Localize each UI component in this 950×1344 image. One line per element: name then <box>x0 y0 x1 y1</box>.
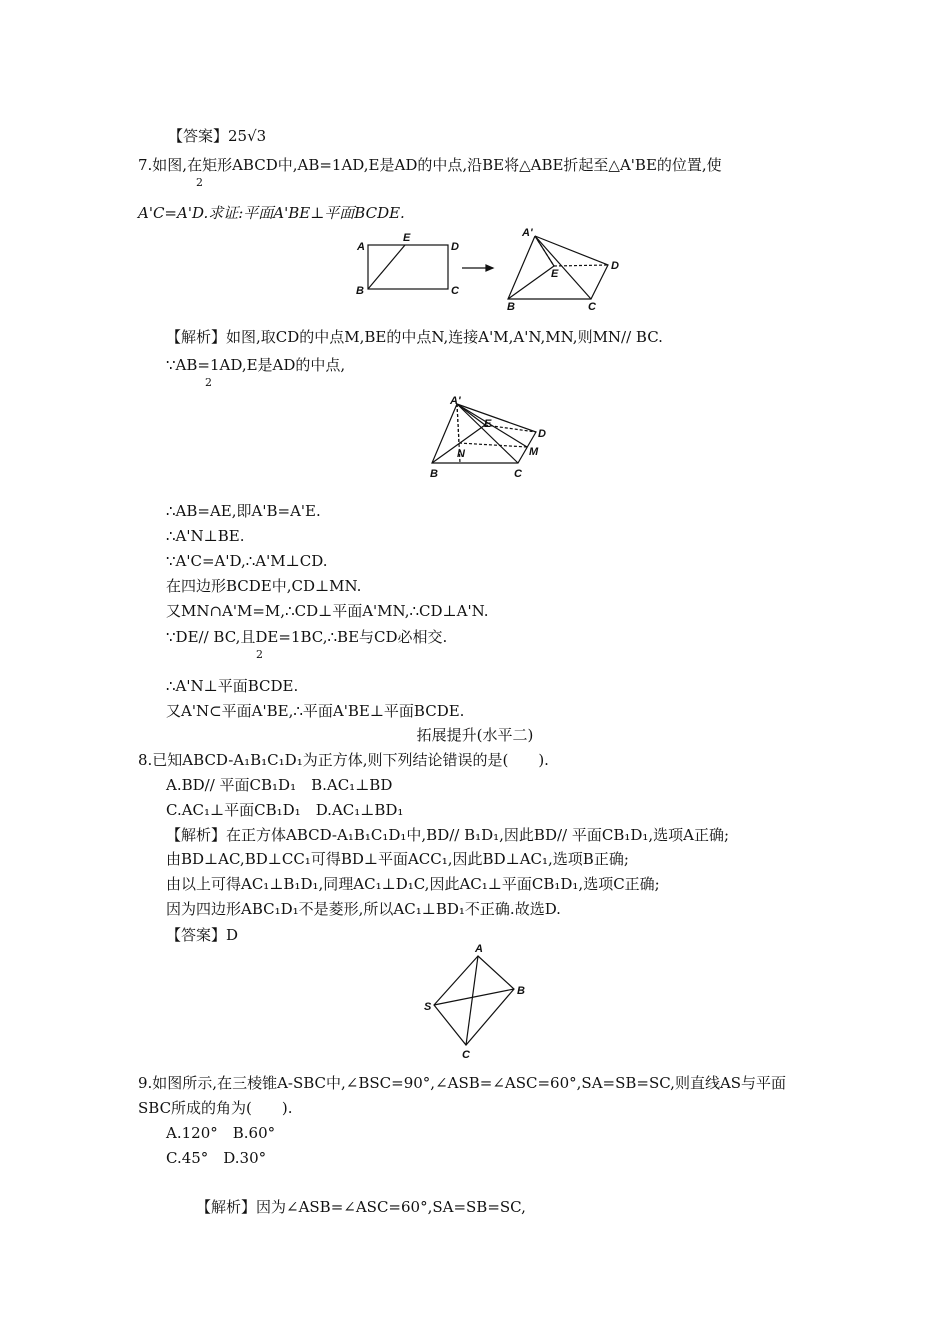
problem-8-options-ab: A.BD// 平面CB₁D₁ B.AC₁⊥BD <box>166 776 393 794</box>
solution-7-step: ∴A'N⊥平面BCDE. <box>166 677 299 695</box>
answer-6: 【答案】25√3 <box>168 127 267 145</box>
fraction-denominator: 2 <box>205 376 212 389</box>
label-b: B <box>430 468 438 480</box>
figure-rectangle-fold <box>350 227 640 313</box>
figure-folded-solid <box>420 395 560 485</box>
label-e2: E <box>551 268 559 280</box>
label-m: M <box>529 446 539 458</box>
rectangle-abcd <box>368 245 448 289</box>
label-a: A <box>357 241 365 253</box>
problem-8-options-cd: C.AC₁⊥平面CB₁D₁ D.AC₁⊥BD₁ <box>166 801 404 819</box>
label-c: C <box>451 285 459 297</box>
label-e: E <box>484 418 492 430</box>
answer-8: 【答案】D <box>166 926 239 944</box>
solution-7-step: 在四边形BCDE中,CD⊥MN. <box>166 577 362 595</box>
solution-7-step: ∵A'C=A'D,∴A'M⊥CD. <box>166 552 328 570</box>
label-b: B <box>356 285 364 297</box>
solution-7-step: ∴AB=AE,即A'B=A'E. <box>166 502 321 520</box>
solution-9-intro: 【解析】因为∠ASB=∠ASC=60°,SA=SB=SC, <box>196 1198 526 1216</box>
solution-7-step: 又MN∩A'M=M,∴CD⊥平面A'MN,∴CD⊥A'N. <box>166 602 489 620</box>
solution-7-line2: ∵AB=1AD,E是AD的中点, <box>166 356 346 374</box>
edge-ac <box>466 956 478 1045</box>
fraction-denominator: 2 <box>256 648 263 661</box>
label-a: A <box>475 943 483 955</box>
problem-9-options-ab: A.120° B.60° <box>166 1124 276 1142</box>
solution-8-line: 因为四边形ABC₁D₁不是菱形,所以AC₁⊥BD₁不正确.故选D. <box>166 900 561 918</box>
label-n: N <box>457 448 465 460</box>
solution-7-step: ∴A'N⊥BE. <box>166 527 245 545</box>
label-c2: C <box>588 301 596 313</box>
label-e: E <box>403 232 411 244</box>
solution-8-line: 【解析】在正方体ABCD-A₁B₁C₁D₁中,BD// B₁D₁,因此BD// 平面CB₁D₁,选项A正确; <box>166 826 730 844</box>
outer-outline <box>432 404 536 463</box>
problem-9-options-cd: C.45° D.30° <box>166 1149 267 1167</box>
problem-9-stem-cont: SBC所成的角为( ). <box>138 1099 293 1117</box>
label-d: D <box>451 241 459 253</box>
label-b2: B <box>507 301 515 313</box>
problem-8-stem: 8.已知ABCD-A₁B₁C₁D₁为正方体,则下列结论错误的是( ). <box>138 751 549 769</box>
solution-7-step: ∵DE// BC,且DE=1BC,∴BE与CD必相交. <box>166 628 448 646</box>
solution-8-line: 由BD⊥AC,BD⊥CC₁可得BD⊥平面ACC₁,因此BD⊥AC₁,选项B正确; <box>166 850 629 868</box>
label-d: D <box>538 428 546 440</box>
section-heading: 拓展提升(水平二) <box>416 726 534 744</box>
figure-tetrahedron <box>420 942 530 1062</box>
segment-be <box>368 245 405 289</box>
label-c: C <box>514 468 522 480</box>
problem-9-stem: 9.如图所示,在三棱锥A-SBC中,∠BSC=90°,∠ASB=∠ASC=60°,SA=SB=SC,则直线AS与平面 <box>138 1074 787 1092</box>
label-a-prime: A' <box>522 227 533 239</box>
label-d2: D <box>611 260 619 272</box>
label-c: C <box>462 1049 470 1061</box>
problem-7-stem: 7.如图,在矩形ABCD中,AB=1AD,E是AD的中点,沿BE将△ABE折起至△A'BE的位置,使 <box>138 156 722 174</box>
solution-8-line: 由以上可得AC₁⊥B₁D₁,同理AC₁⊥D₁C,因此AC₁⊥平面CB₁D₁,选项C正确; <box>166 875 660 893</box>
label-s: S <box>424 1001 432 1013</box>
solution-7-intro: 【解析】如图,取CD的中点M,BE的中点N,连接A'M,A'N,MN,则MN// BC. <box>166 328 663 346</box>
problem-7-goal: A'C=A'D.求证:平面A'BE⊥平面BCDE. <box>138 204 405 222</box>
label-a-prime: A' <box>450 395 461 407</box>
label-b: B <box>517 985 525 997</box>
solution-7-conclusion: 又A'N⊂平面A'BE,∴平面A'BE⊥平面BCDE. <box>166 702 465 720</box>
fraction-denominator: 2 <box>196 176 203 189</box>
outline-asbc <box>434 956 514 1045</box>
arrow-head <box>486 265 493 271</box>
